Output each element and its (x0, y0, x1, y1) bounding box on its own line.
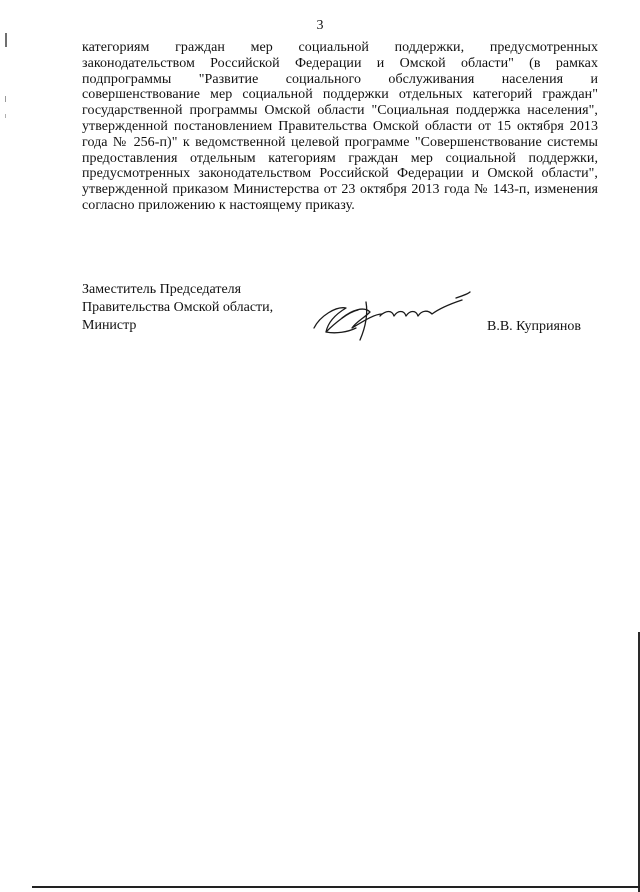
scan-edge-line (32, 886, 640, 888)
signatory-title (82, 281, 342, 335)
scan-artifact-mark (5, 96, 6, 102)
page-number: 3 (316, 18, 324, 33)
scan-artifact-mark (5, 33, 7, 47)
signatory-title-line: Заместитель Председателя (82, 282, 242, 297)
body-paragraph: категориям граждан мер социальной поддержки, предусмотренных законодательством Российской Федерации и Омской области" (в рамках подпрограммы "Развитие социального обслуживания населения и совершенствование мер социальной поддержки отдельных категорий граждан" государственной программы Омской области "Социальная поддержка населения", утвержденной постановлением Правительства Омской области от 15 октября 2013 года № 256-п)" к ведомственной целевой программе "Совершенствование системы предоставления отдельным категориям граждан мер социальной поддержки, предусмотренных законодательством Российской Федерации и Омской области", утвержденной приказом Министерства от 23 октября 2013 года № 143-п, изменения согласно приложению к настоящему приказу. (82, 40, 598, 213)
signatory-name: В.В. Куприянов (487, 319, 581, 334)
handwritten-signature (306, 288, 476, 344)
scan-artifact-mark (5, 114, 6, 118)
signatory-title-line: Правительства Омской области, (82, 300, 274, 315)
signatory-title-line: Министр (82, 318, 137, 333)
